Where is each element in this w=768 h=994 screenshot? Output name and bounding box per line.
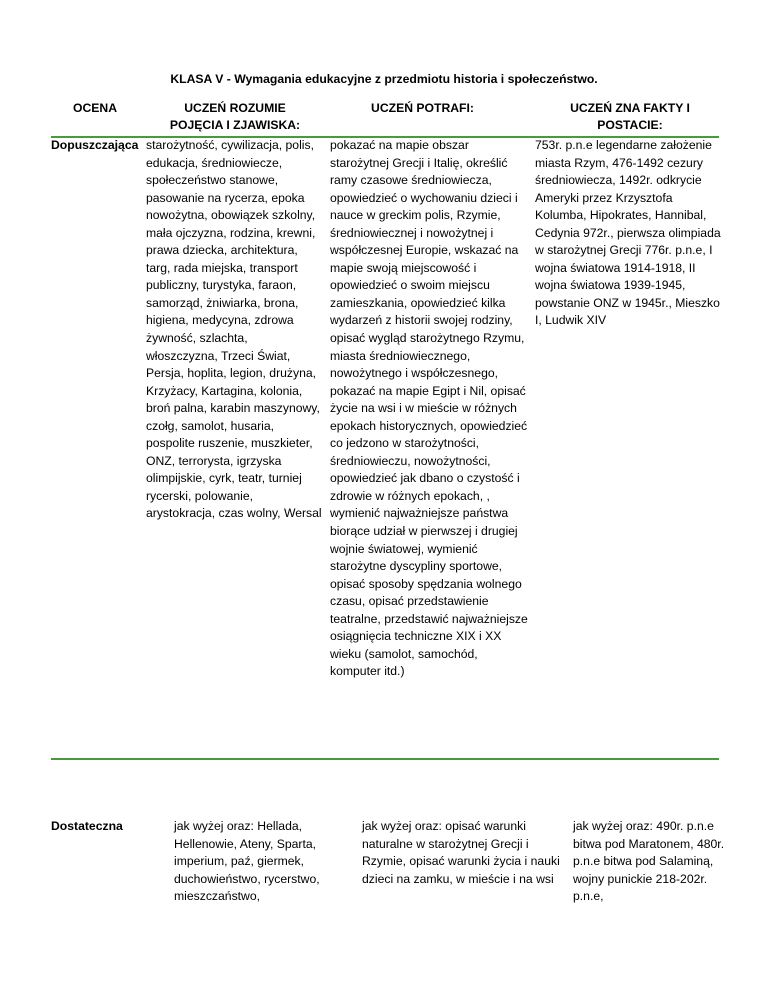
row2-potrafi: jak wyżej oraz: opisać warunki naturalne w starożytnej Grecji i Rzymie, opisać warunki życia i nauki dzieci na zamku, w mieście i na wsi	[362, 819, 560, 886]
header-potrafi: UCZEŃ POTRAFI:	[371, 101, 474, 115]
grade-dopuszczajaca: Dopuszczająca	[51, 138, 139, 152]
row1-zna: 753r. p.n.e legendarne założenie miasta Rzym, 476-1492 cezury średniowiecza, 1492r. odkrycie Ameryki przez Krzysztofa Kolumba, Hipokrates, Hannibal, Cedynia 972r., pierwsza olimpiada w starożytnej Grecji 776r. p.n.e, I wojna światowa 1914-1918, II wojna światowa 1939-1945, powstanie ONZ w 1945r., Mieszko I, Ludwik XIV	[535, 138, 721, 328]
header-rozumie: UCZEŃ ROZUMIE POJĘCIA I ZJAWISKA:	[169, 101, 301, 132]
header-ocena: OCENA	[72, 101, 117, 115]
row2-zna: jak wyżej oraz: 490r. p.n.e bitwa pod Maratonem, 480r. p.n.e bitwa pod Salaminą, wojny punickie 218-202r. p.n.e,	[573, 819, 725, 904]
row1-potrafi: pokazać na mapie obszar starożytnej Grecji i Italię, określić ramy czasowe średniowiecza, opowiedzieć o wychowaniu dzieci i nauce w greckim polis, Rzymie, średniowiecznej i nowożytnej i współczesnej Europie, wskazać na mapie swoją miejscowość i opowiedzieć o swoim miejscu zamieszkania, opowiedzieć kilka wydarzeń z historii swojej rodziny, opisać wygląd starożytnego Rzymu, miasta średniowiecznego, nowożytnego i współczesnego, pokazać na mapie Egipt i Nil, opisać życie na wsi i w mieście w różnych epokach historycznych, opowiedzieć co jedzono w starożytności, średniowieczu, nowożytności, opowiedzieć jak dbano o czystość i zdrowie w różnych epokach, , wymienić najważniejsze państwa biorące udział w pierwszej i drugiej wojnie światowej, wymienić starożytne dyscypliny sportowe, opisać sposoby spędzania wolnego czasu, opisać przedstawienie teatralne, przedstawić najważniejsze osiągnięcia techniczne XIX i XX wieku (samolot, samochód, komputer itd.)	[330, 138, 528, 679]
page-title: KLASA V - Wymagania edukacyjne z przedmiotu historia i społeczeństwo.	[170, 72, 598, 86]
grade-dostateczna: Dostateczna	[51, 819, 123, 833]
header-zna: UCZEŃ ZNA FAKTY I POSTACIE:	[570, 101, 690, 132]
row2-rozumie: jak wyżej oraz: Hellada, Hellenowie, Ateny, Sparta, imperium, paź, giermek, duchowieństwo, rycerstwo, mieszczaństwo,	[174, 819, 320, 904]
row1-rozumie: starożytność, cywilizacja, polis, edukacja, średniowiecze, społeczeństwo stanowe, pasowanie na rycerza, epoka nowożytna, obowiązek szkolny, mała ojczyzna, rodzina, krewni, prawa dziecka, architektura, targ, rada miejska, transport publiczny, turystyka, faraon, samorząd, żniwiarka, brona, higiena, medycyna, zdrowa żywność, szlachta, włoszczyzna, Trzeci Świat, Persja, hoplita, legion, drużyna, Krzyżacy, Kartagina, kolonia, broń palna, karabin maszynowy, czołg, samolot, husaria, pospolite ruszenie, muszkieter, ONZ, terrorysta, igrzyska olimpijskie, cyrk, teatr, turniej rycerski, polowanie, arystokracja, czas wolny, Wersal	[146, 138, 322, 521]
row-separator-rule	[51, 758, 719, 760]
